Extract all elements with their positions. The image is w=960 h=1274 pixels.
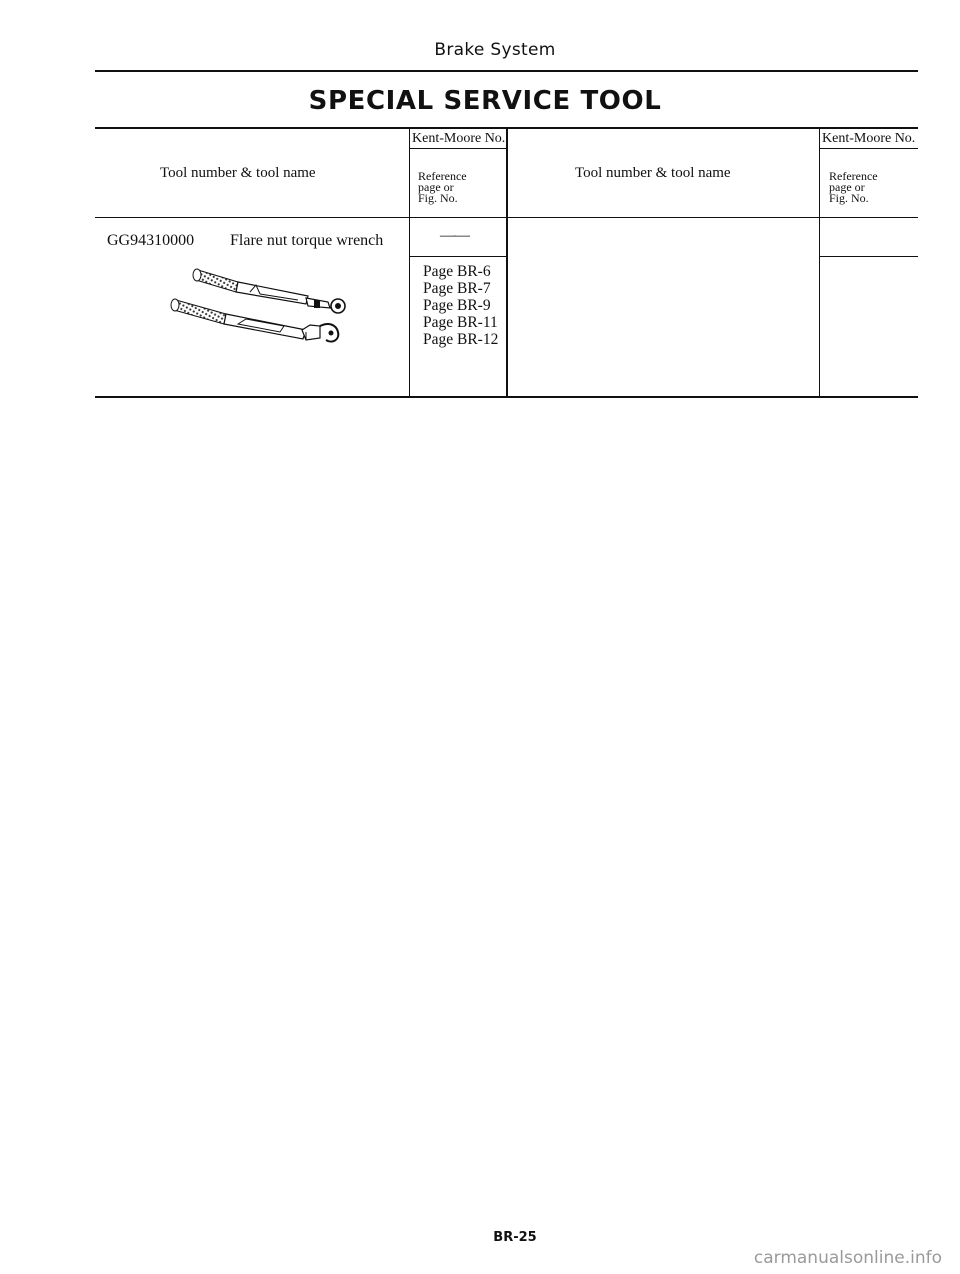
- reference-page: Page BR-6: [423, 263, 491, 280]
- reference-page: Page BR-11: [423, 314, 498, 331]
- kent-moore-right-rule: [820, 148, 918, 149]
- right-kent-moore-header: Kent-Moore No.: [822, 131, 916, 146]
- kent-moore-left-rule: [410, 148, 507, 149]
- reference-page: Page BR-12: [423, 331, 499, 348]
- left-reference-header: Reference page or Fig. No.: [418, 169, 467, 205]
- page-title: SPECIAL SERVICE TOOL: [308, 86, 662, 116]
- page-number: BR-25: [493, 1230, 537, 1245]
- upper-wrench: [193, 269, 345, 313]
- left-tool-header: Tool number & tool name: [160, 165, 316, 181]
- reference-page: Page BR-7: [423, 280, 491, 297]
- kent-moore-cell-left-rule: [410, 256, 507, 257]
- header-rule: [95, 70, 918, 72]
- right-tool-header: Tool number & tool name: [575, 165, 731, 181]
- col-divider-right-tool: [819, 128, 820, 397]
- section-title: Brake System: [434, 40, 556, 60]
- kent-moore-cell-right-rule: [820, 256, 918, 257]
- tool-number: GG94310000: [107, 232, 195, 249]
- kent-moore-number: ——: [440, 227, 468, 244]
- left-kent-moore-header: Kent-Moore No.: [412, 131, 506, 146]
- col-divider-middle: [506, 128, 508, 397]
- flare-nut-torque-wrench-icon: [160, 262, 350, 352]
- tool-name: Flare nut torque wrench: [230, 232, 384, 249]
- right-reference-header: Reference page or Fig. No.: [829, 169, 878, 205]
- reference-pages: [423, 263, 498, 348]
- col-divider-left-tool: [409, 128, 410, 397]
- reference-page: Page BR-9: [423, 297, 491, 314]
- watermark: carmanualsonline.info: [753, 1248, 942, 1268]
